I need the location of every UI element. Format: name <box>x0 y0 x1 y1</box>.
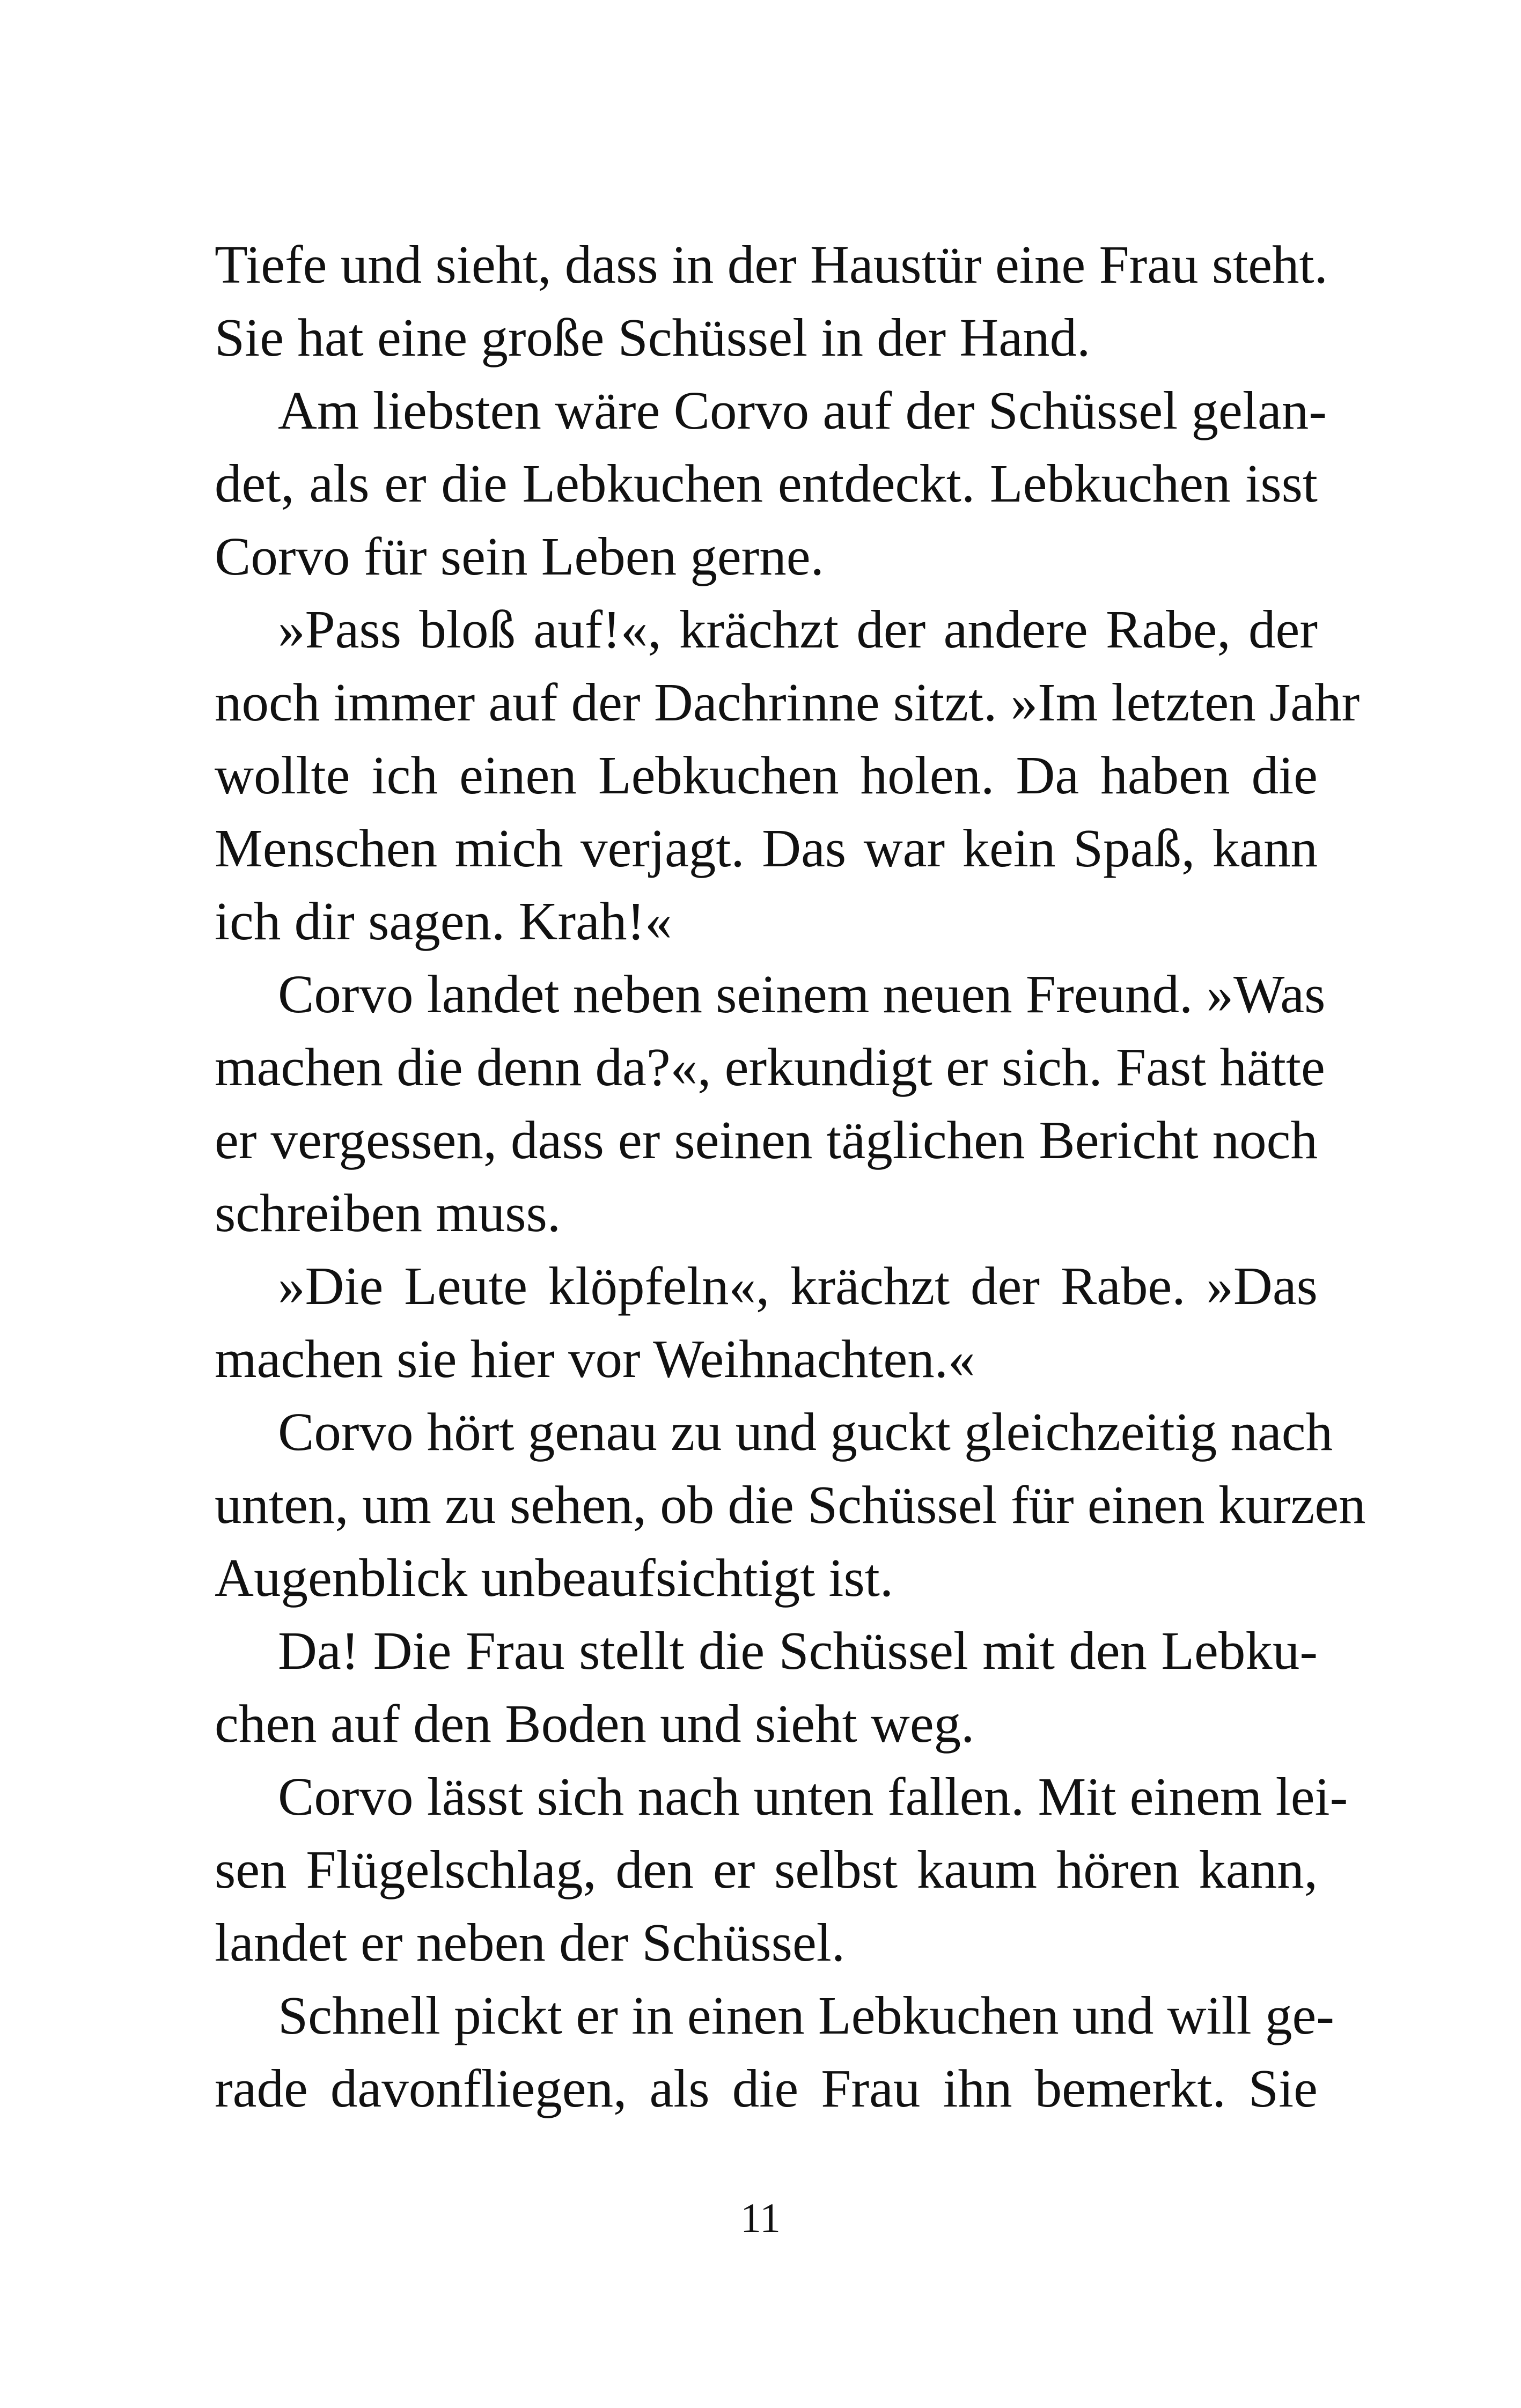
text-line: Corvo hört genau zu und guckt gleichzeitig nach <box>278 1402 1333 1462</box>
text-line: sen Flügelschlag, den er selbst kaum hören kann, <box>215 1839 1318 1899</box>
text-line: Corvo für sein Leben gerne. <box>215 526 824 586</box>
text-line: landet er neben der Schüssel. <box>215 1912 846 1972</box>
text-line: Tiefe und sieht, dass in der Haustür eine Frau steht. <box>215 234 1328 294</box>
body-text <box>215 228 1366 2125</box>
text-line: Sie hat eine große Schüssel in der Hand. <box>215 307 1091 367</box>
text-line: »Pass bloß auf!«, krächzt der andere Rabe, der <box>278 599 1318 659</box>
text-line: Da! Die Frau stellt die Schüssel mit den Lebku- <box>278 1621 1318 1681</box>
text-line: unten, um zu sehen, ob die Schüssel für einen kurzen <box>215 1475 1366 1535</box>
text-line: Corvo landet neben seinem neuen Freund. »Was <box>278 964 1326 1024</box>
text-line: Augenblick unbeaufsichtigt ist. <box>215 1548 894 1608</box>
text-line: machen sie hier vor Weihnachten.« <box>215 1329 975 1389</box>
text-line: er vergessen, dass er seinen täglichen Bericht noch <box>215 1110 1318 1170</box>
text-line: machen die denn da?«, erkundigt er sich. Fast hätte <box>215 1037 1325 1097</box>
text-line: rade davonfliegen, als die Frau ihn bemerkt. Sie <box>215 2058 1318 2118</box>
text-line: noch immer auf der Dachrinne sitzt. »Im letzten Jahr <box>215 672 1360 732</box>
text-line: Corvo lässt sich nach unten fallen. Mit einem lei- <box>278 1766 1348 1827</box>
text-line: chen auf den Boden und sieht weg. <box>215 1693 975 1754</box>
text-line: det, als er die Lebkuchen entdeckt. Lebkuchen isst <box>215 453 1318 513</box>
text-line: Schnell pickt er in einen Lebkuchen und will ge- <box>278 1985 1334 2045</box>
page-number: 11 <box>740 2195 781 2241</box>
text-line: wollte ich einen Lebkuchen holen. Da haben die <box>215 745 1318 805</box>
text-line: Menschen mich verjagt. Das war kein Spaß, kann <box>215 818 1318 878</box>
text-line: Am liebsten wäre Corvo auf der Schüssel gelan- <box>278 380 1327 440</box>
text-line: schreiben muss. <box>215 1183 561 1243</box>
text-line: »Die Leute klöpfeln«, krächzt der Rabe. »Das <box>278 1256 1318 1316</box>
text-line: ich dir sagen. Krah!« <box>215 891 672 951</box>
